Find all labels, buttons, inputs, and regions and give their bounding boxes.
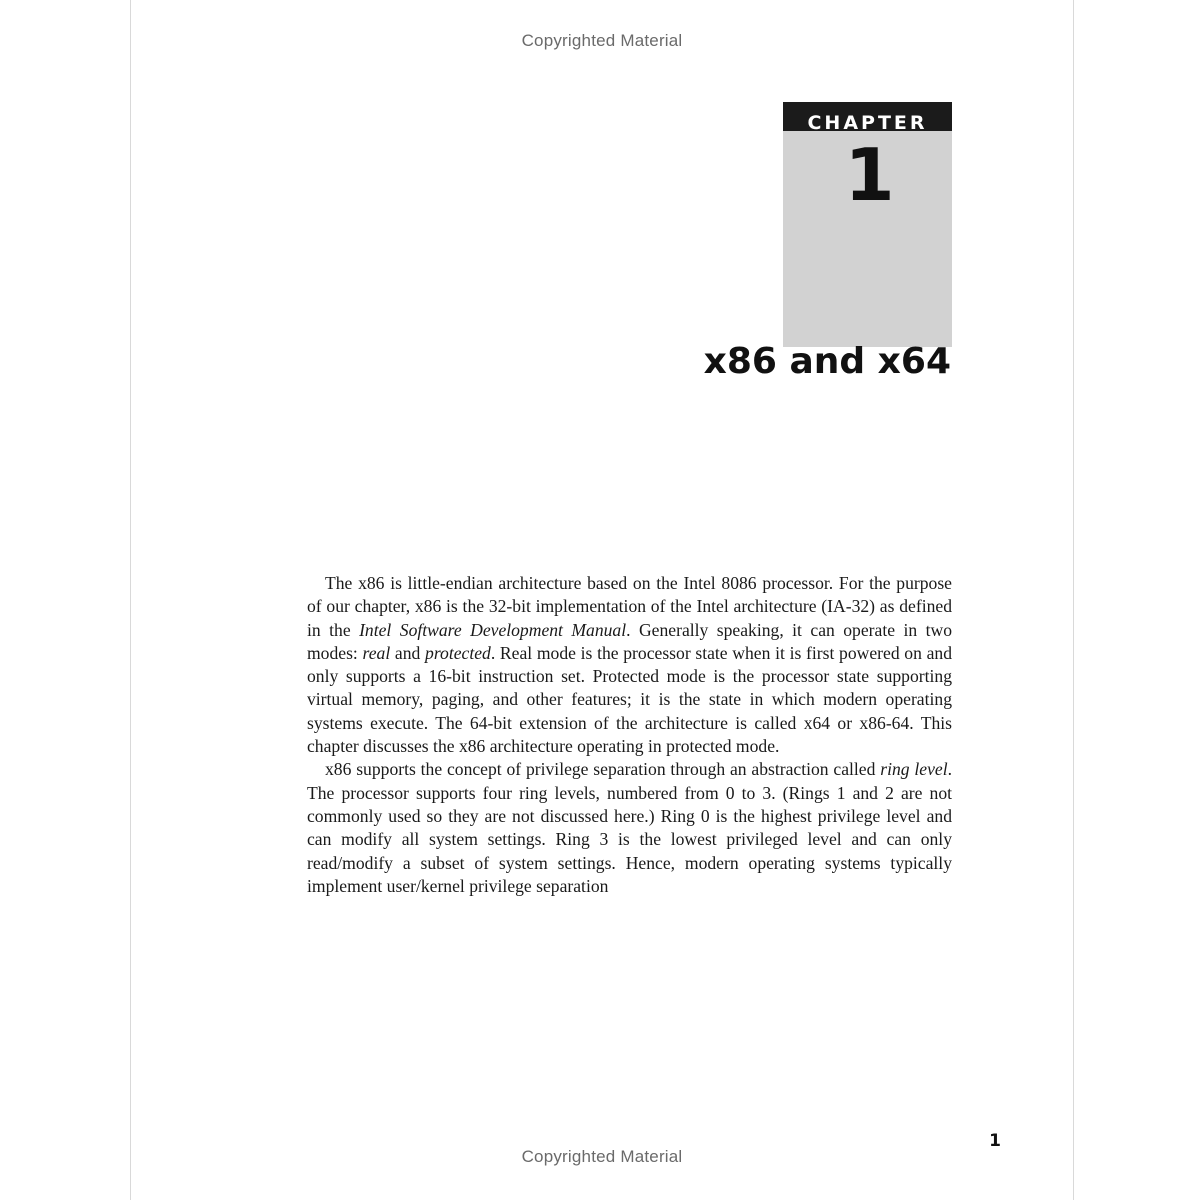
chapter-label: CHAPTER (783, 102, 952, 131)
book-page (130, 0, 1074, 1200)
page-number: 1 (989, 1131, 1001, 1151)
chapter-number: 1 (844, 133, 895, 217)
text-run: . The processor supports four ring levels, numbered from 0 to 3. (Rings 1 and 2 are not commonly used so they are not discussed here.) Ring 0 is the highest privilege level and can modify all system settings. Ring 3 is the lowest privileged level and can only read/modify a subset of system settings. Hence, modern operating systems typically implement user/kernel privilege separation (307, 759, 952, 896)
body-text (307, 572, 952, 898)
text-run: . Real mode is the processor state when it is first powered on and only supports a 16-bit instruction set. Protected mode is the processor state supporting virtual memory, paging, and other features; it is the state in which modern operating systems execute. The 64-bit extension of the architecture is called x64 or x86-64. This chapter discusses the x86 architecture operating in protected mode. (307, 642, 953, 757)
chapter-title: x86 and x64 (703, 341, 951, 382)
paragraph (307, 758, 952, 898)
copyright-watermark-top: Copyrighted Material (521, 31, 683, 50)
copyright-watermark-bottom: Copyrighted Material (521, 1147, 683, 1166)
italic-term: protected (425, 642, 491, 663)
paragraph (307, 572, 952, 758)
italic-term: ring level (880, 759, 948, 780)
italic-term: real (362, 642, 391, 663)
text-run: and (390, 642, 426, 663)
text-run: The x86 is little-endian architecture based on the Intel 8086 processor. For the purpose of our chapter, x86 is the 32-bit implementation of the Intel architecture (IA-32) as defined in the (307, 573, 952, 640)
italic-term: Intel Software Development Manual (359, 619, 627, 640)
chapter-badge (783, 102, 952, 347)
text-run: . Generally speaking, it can operate in two modes: (307, 619, 952, 663)
text-run: x86 supports the concept of privilege separation through an abstraction called (325, 759, 881, 780)
